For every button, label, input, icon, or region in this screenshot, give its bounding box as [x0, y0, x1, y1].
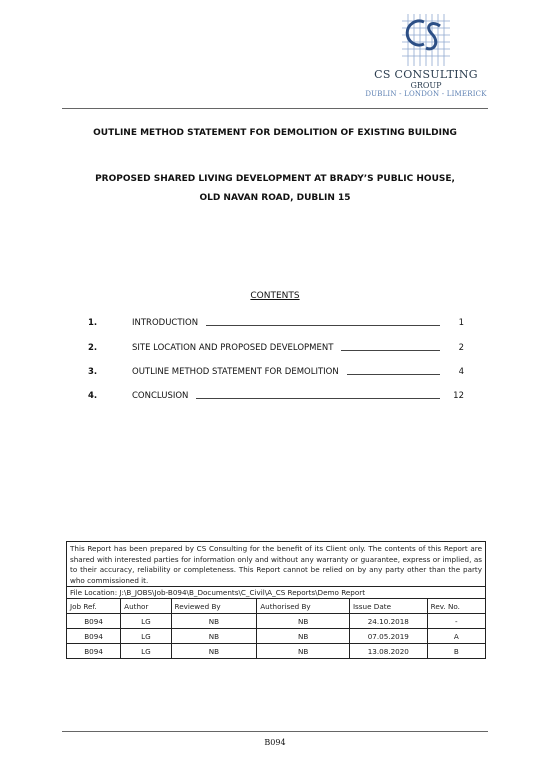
toc-entry[interactable] [88, 365, 464, 377]
table-cell: B [427, 644, 485, 659]
toc-page-number: 2 [458, 343, 464, 353]
toc-number: 1. [88, 318, 98, 328]
toc-label: INTRODUCTION [132, 318, 199, 328]
project-title-line-1: PROPOSED SHARED LIVING DEVELOPMENT AT BRADY’S PUBLIC HOUSE, [95, 174, 455, 184]
toc-leader-line [206, 325, 440, 326]
toc-leader-line [196, 398, 440, 399]
table-cell: B094 [67, 614, 121, 629]
document-title: OUTLINE METHOD STATEMENT FOR DEMOLITION OF EXISTING BUILDING [93, 128, 457, 138]
table-cell: B094 [67, 644, 121, 659]
header-cell: Reviewed By [171, 599, 257, 614]
toc-label: OUTLINE METHOD STATEMENT FOR DEMOLITION [132, 367, 339, 377]
toc-leader-line [341, 350, 440, 351]
toc-entry[interactable] [88, 389, 464, 401]
toc-page-number: 1 [458, 318, 464, 328]
header-cell: Issue Date [349, 599, 427, 614]
table-cell: NB [171, 644, 257, 659]
contents-heading: CONTENTS [250, 291, 300, 301]
toc-entry[interactable] [88, 341, 464, 353]
header-cell: Authorised By [257, 599, 350, 614]
company-logo [356, 14, 496, 104]
table-cell: - [427, 614, 485, 629]
table-cell: NB [257, 614, 350, 629]
table-row [67, 629, 485, 644]
table-cell: LG [121, 614, 171, 629]
revision-table-header [67, 599, 485, 614]
disclaimer-text: This Report has been prepared by CS Consulting for the benefit of its Client only. The contents of this Report are shared with interested parties for information only and without any warranty or guarantee, express or implied, as to their accuracy, reliability or completeness. This Report cannot be relied on by any party other than the party who commissioned it. [70, 544, 482, 585]
toc-label: CONCLUSION [132, 391, 189, 401]
disclaimer-box [66, 541, 486, 659]
table-cell: A [427, 629, 485, 644]
header-divider [62, 108, 488, 109]
table-cell: 13.08.2020 [349, 644, 427, 659]
logo-cities: DUBLIN - LONDON - LIMERICK [365, 90, 487, 98]
cs-monogram-icon [402, 14, 450, 66]
footer-divider [62, 731, 488, 732]
toc-label: SITE LOCATION AND PROPOSED DEVELOPMENT [132, 343, 334, 353]
table-cell: NB [257, 629, 350, 644]
project-title-line-2: OLD NAVAN ROAD, DUBLIN 15 [199, 193, 351, 203]
table-row [67, 614, 485, 629]
toc-entry[interactable] [88, 316, 464, 328]
header-cell: Job Ref. [67, 599, 121, 614]
table-cell: NB [171, 629, 257, 644]
toc-number: 2. [88, 343, 98, 353]
table-row [67, 644, 485, 659]
table-cell: 07.05.2019 [349, 629, 427, 644]
footer-job-ref: B094 [264, 738, 286, 747]
header-cell: Author [121, 599, 171, 614]
table-cell: 24.10.2018 [349, 614, 427, 629]
revision-table [67, 598, 485, 658]
table-cell: LG [121, 644, 171, 659]
logo-company-name: CS CONSULTING [374, 68, 478, 81]
table-cell: NB [257, 644, 350, 659]
table-cell: LG [121, 629, 171, 644]
toc-number: 3. [88, 367, 98, 377]
table-cell: B094 [67, 629, 121, 644]
toc-page-number: 12 [453, 391, 464, 401]
table-cell: NB [171, 614, 257, 629]
toc-number: 4. [88, 391, 98, 401]
file-location: File Location: J:\B_JOBS\Job-B094\B_Documents\C_Civil\A_CS Reports\Demo Report [67, 586, 485, 598]
header-cell: Rev. No. [427, 599, 485, 614]
toc-page-number: 4 [458, 367, 464, 377]
toc-leader-line [347, 374, 440, 375]
logo-group-text: GROUP [410, 81, 442, 90]
